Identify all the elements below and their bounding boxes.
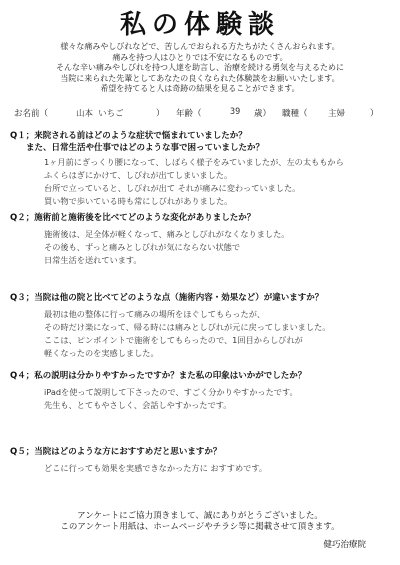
page-title: 私の体験談 <box>119 10 280 40</box>
question-line: Q４；私の説明は分かりやすかったですか？また私の印象はいかがでしたか？ <box>10 371 307 381</box>
question-line: Q３；当院は他の院と比べてどのような点（施術内容・効果など）が違いますか？ <box>10 293 324 303</box>
age-label: 年齢（ <box>176 109 202 119</box>
footer-note <box>0 511 400 533</box>
name-label: お名前（ <box>14 109 49 119</box>
question-line: また、日常生活や仕事ではどのような事で困っていましたか？ <box>26 143 265 153</box>
question-4 <box>10 370 390 382</box>
answer-line: どこに行っても効果を実感できなかった方に おすすめです。 <box>44 463 268 473</box>
answer-line: 先生も、とてもやさしく、会話しやすかったです。 <box>44 400 232 410</box>
name-value: 山本 いちご <box>76 109 124 119</box>
answer-line: 最初は他の整体に行って痛みの場所をほぐしてもらったが、 <box>44 309 266 319</box>
answer-line: iPadを使って説明して下さったので、すごく分かりやすかったです。 <box>44 387 298 397</box>
intro-line: そんな辛い痛みやしびれを持つ人達を助言し、治療を続ける勇気を与えるために <box>56 63 344 72</box>
name-close: ） <box>156 109 165 119</box>
job-value: 主婦 <box>328 109 346 119</box>
age-unit: 歳） <box>254 109 272 119</box>
answer-line: 施術後は、足全体が軽くなって、痛みとしびれがなくなりました。 <box>44 229 290 239</box>
intro-line: 痛みを持つ人はひとりでは不安になるものです。 <box>112 52 288 62</box>
question-3 <box>10 292 390 304</box>
answer-line: 台所で立っていると、しびれが出て それが痛みに変わっていました。 <box>44 183 301 193</box>
age-value: 39 <box>230 107 241 117</box>
answer-line: その時だけ楽になって、帰る時には痛みとしびれが元に戻ってしまいました。 <box>44 322 331 332</box>
answer-line: ここは、ピンポイントで施術をしてもらったので、1回目からしびれが <box>44 335 303 345</box>
question-line: Q１；来院される前はどのような症状で悩まれていましたか？ <box>10 131 247 141</box>
intro-line: 当院に来られた先輩としてあなたの良くなられた体験談をお願いいたします。 <box>60 73 340 83</box>
question-line: Q５；当院はどのような方におすすめだと思いますか？ <box>10 447 222 457</box>
footer-line: アンケートにご協力頂きまして、誠にありがとうございました。 <box>77 511 323 521</box>
answer-line: 買い物で歩いている時も常にしびれがありました。 <box>44 196 233 206</box>
answer-line: 1ヶ月前にぎっくり腰になって、しばらく様子をみていましたが、左の太ももから <box>44 157 344 167</box>
question-2 <box>10 212 390 224</box>
respondent-info <box>14 107 390 121</box>
answer-2 <box>44 228 394 267</box>
job-label: 職種（ <box>282 109 308 119</box>
answer-line: ふくらはぎにかけて、しびれが出てしまいました。 <box>44 170 233 180</box>
footer-line: このアンケート用紙は、ホームページやチラシ等に掲載させて頂きます。 <box>60 522 340 532</box>
answer-5 <box>44 462 394 475</box>
answer-4 <box>44 386 394 412</box>
answer-line: 日常生活を送れています。 <box>44 255 142 265</box>
answer-line: 軽くなったのを実感しました。 <box>44 348 159 358</box>
answer-line: その後も、ずっと痛みとしびれが気にならない状態で <box>44 242 241 252</box>
intro-line: 希望を持てると人は奇跡の結果を見ることができます。 <box>100 84 300 93</box>
answer-3 <box>44 308 394 360</box>
clinic-name: 健巧治療院 <box>323 540 366 550</box>
question-5 <box>10 446 390 458</box>
job-close: ） <box>370 109 379 119</box>
intro-text <box>10 42 390 95</box>
answer-1 <box>44 156 394 208</box>
question-1 <box>10 130 390 154</box>
intro-line: 様々な痛みやしびれなどで、苦しんでおられる方たちがたくさんおられます。 <box>60 42 340 51</box>
question-line: Q２；施術前と施術後を比べてどのような変化がありましたか？ <box>10 213 256 223</box>
